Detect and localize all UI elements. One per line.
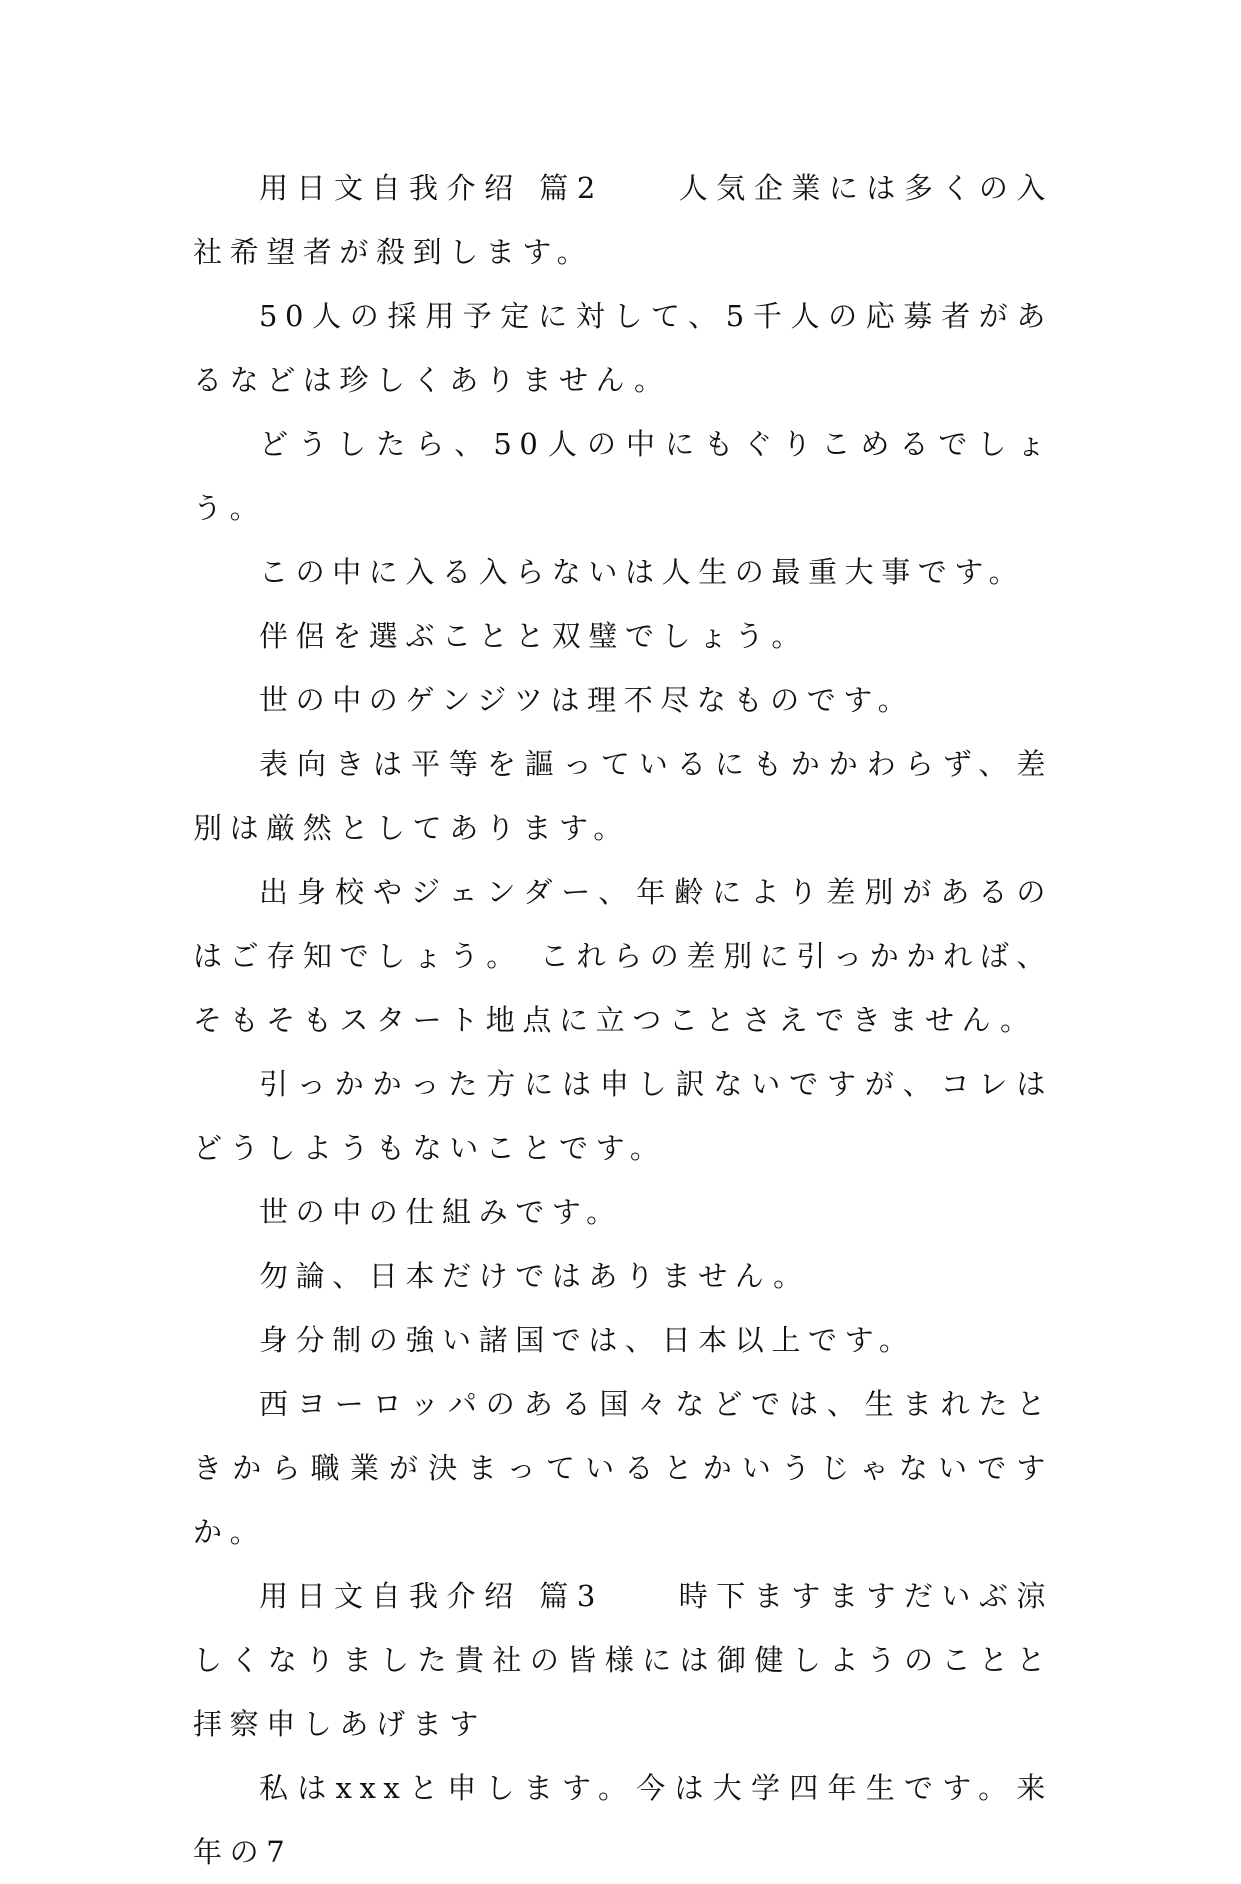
- paragraph: 世の中のゲンジツは理不尽なものです。: [259, 683, 915, 717]
- paragraph: 世の中の仕組みです。: [259, 1195, 623, 1229]
- paragraph: どうしたら、50人の中にもぐりこめるでしょう。: [193, 427, 1053, 525]
- paragraph: 用日文自我介绍 篇2 人気企業には多くの入社希望者が殺到します。: [193, 171, 1053, 269]
- paragraph: この中に入る入らないは人生の最重大事です。: [259, 555, 1026, 589]
- paragraph: 50人の採用予定に対して、5千人の応募者があるなどは珍しくありません。: [193, 299, 1053, 397]
- paragraph: 西ヨーロッパのある国々などでは、生まれたときから職業が決まっているとかいうじゃないですか。: [193, 1387, 1053, 1549]
- document-body: [193, 156, 1053, 1884]
- paragraph: 伴侶を選ぶことと双璧でしょう。: [259, 619, 809, 653]
- paragraph: 表向きは平等を謳っているにもかかわらず、差別は厳然としてあります。: [193, 747, 1053, 845]
- paragraph: 私はxxxと申します。今は大学四年生です。来年の7: [193, 1771, 1053, 1869]
- paragraph: 出身校やジェンダー、年齢により差別があるのはご存知でしょう。 これらの差別に引っかかれば、そもそもスタート地点に立つことさえできません。: [193, 875, 1053, 1037]
- paragraph: 用日文自我介绍 篇3 時下ますますだいぶ涼しくなりました貴社の皆様には御健しようのことと拝察申しあげます: [193, 1579, 1053, 1741]
- paragraph: 引っかかった方には申し訳ないですが、コレはどうしようもないことです。: [193, 1067, 1053, 1165]
- paragraph: 身分制の強い諸国では、日本以上です。: [259, 1323, 916, 1357]
- paragraph: 勿論、日本だけではありません。: [259, 1259, 810, 1293]
